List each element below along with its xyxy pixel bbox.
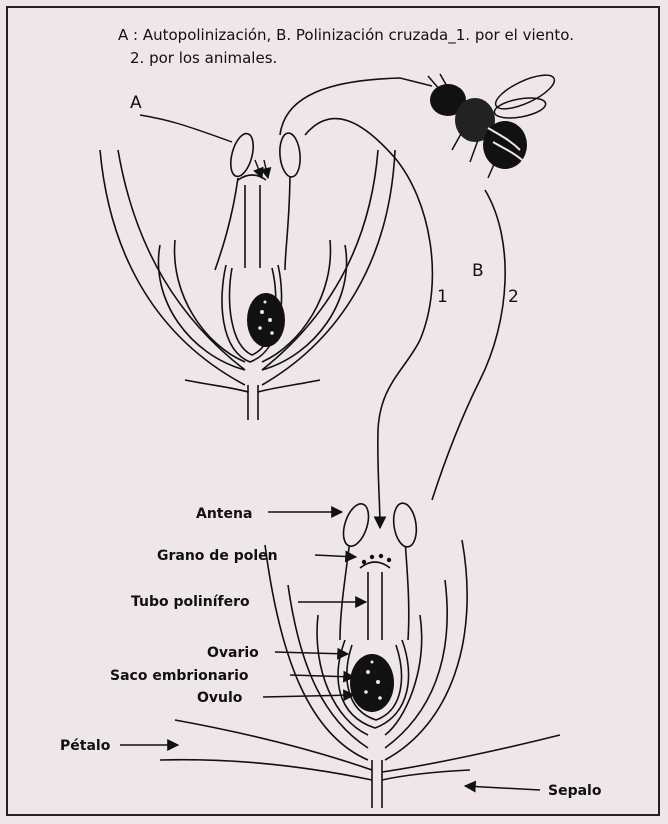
anther-bottom-left bbox=[339, 501, 374, 550]
caption-line-2: 2. por los animales. bbox=[130, 49, 278, 67]
arrow-sepalo bbox=[465, 786, 540, 790]
flower-top bbox=[100, 150, 395, 420]
label-antena: Antena bbox=[196, 506, 253, 522]
label-ovulo: Ovulo bbox=[197, 690, 243, 706]
arrow-saco bbox=[290, 675, 354, 677]
arrow-self-2 bbox=[264, 160, 268, 178]
arrow-ovulo bbox=[263, 695, 354, 697]
anther-top-left bbox=[227, 131, 258, 179]
path-wind bbox=[305, 119, 432, 528]
arrow-grano bbox=[315, 555, 356, 557]
path-bee-visit bbox=[280, 78, 432, 135]
path-animal bbox=[432, 190, 505, 500]
marker-2: 2 bbox=[508, 287, 519, 307]
marker-a-line bbox=[140, 115, 232, 142]
label-saco: Saco embrionario bbox=[110, 668, 249, 684]
label-sepalo: Sepalo bbox=[548, 783, 602, 799]
caption-line-1: A : Autopolinización, B. Polinización cruzada_1. por el viento. bbox=[118, 26, 574, 44]
marker-1: 1 bbox=[437, 287, 448, 307]
label-ovario: Ovario bbox=[207, 645, 259, 661]
arrow-ovario bbox=[275, 652, 348, 654]
marker-a: A bbox=[130, 93, 142, 113]
bee-icon bbox=[428, 69, 559, 178]
anther-top-right bbox=[278, 132, 302, 178]
anther-bottom-right bbox=[391, 502, 419, 549]
label-tubo: Tubo polinífero bbox=[131, 594, 250, 610]
label-petalo: Pétalo bbox=[60, 738, 111, 754]
label-grano: Grano de polen bbox=[157, 548, 278, 564]
marker-b: B bbox=[472, 261, 484, 281]
